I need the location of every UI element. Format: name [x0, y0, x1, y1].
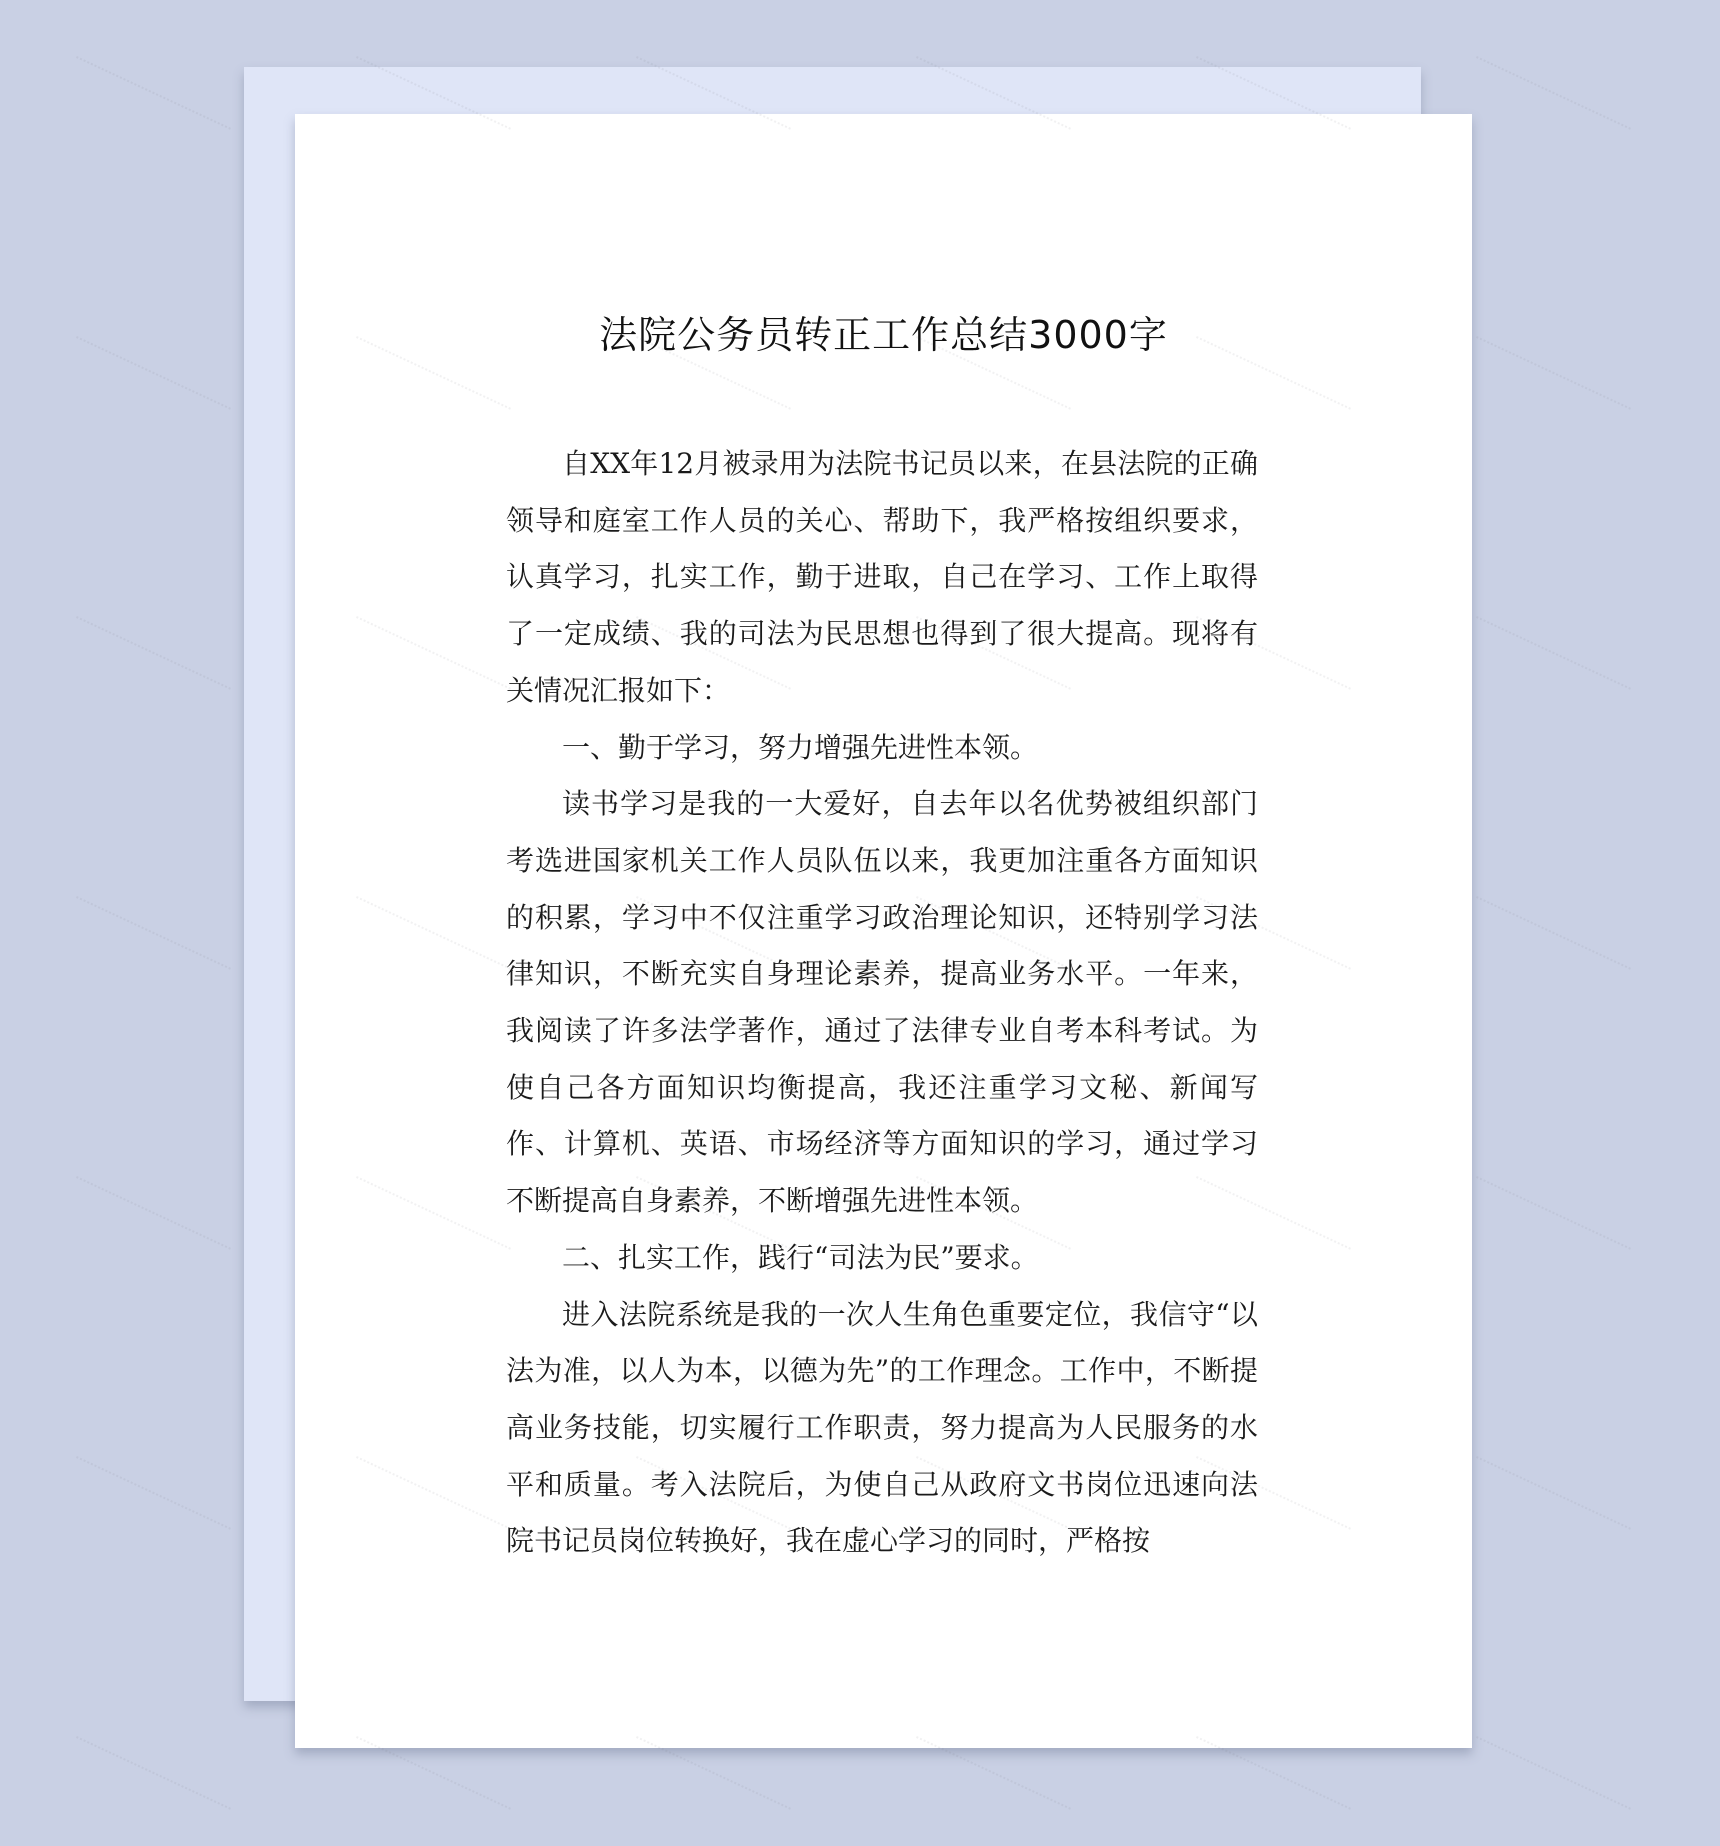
watermark-mark: [59, 1456, 231, 1566]
paragraph-work: 进入法院系统是我的一次人生角色重要定位，我信守“以法为准，以人为本，以德为先”的工作理念。工作中，不断提高业务技能，切实履行工作职责，努力提高为人民服务的水平和质量。考入法院后，为使自己从政府文书岗位迅速向法院书记员岗位转换好，我在虚心学习的同时，严格按: [506, 1297, 1258, 1558]
document-body: [506, 436, 1258, 1570]
watermark-mark: [1459, 336, 1631, 446]
watermark-mark: [59, 336, 231, 446]
watermark-mark: [1459, 616, 1631, 726]
watermark-mark: [59, 896, 231, 1006]
watermark-mark: [1459, 896, 1631, 1006]
section-heading-2: 二、扎实工作，践行“司法为民”要求。: [562, 1240, 1039, 1274]
document-page: [295, 114, 1472, 1748]
watermark-mark: [59, 56, 231, 166]
watermark-mark: [339, 1736, 511, 1846]
watermark-mark: [1459, 1176, 1631, 1286]
paragraph-intro: 自XX年12月被录用为法院书记员以来，在县法院的正确领导和庭室工作人员的关心、帮助下，我严格按组织要求，认真学习，扎实工作，勤于进取，自己在学习、工作上取得了一定成绩、我的司法为民思想也得到了很大提高。现将有关情况汇报如下：: [506, 447, 1258, 707]
watermark-mark: [1459, 56, 1631, 166]
watermark-mark: [1459, 1736, 1631, 1846]
watermark-mark: [899, 1736, 1071, 1846]
watermark-mark: [619, 1736, 791, 1846]
watermark-mark: [1459, 1456, 1631, 1566]
watermark-mark: [59, 616, 231, 726]
section-heading-1: 一、勤于学习，努力增强先进性本领。: [562, 730, 1039, 764]
watermark-mark: [1179, 1736, 1351, 1846]
document-title: 法院公务员转正工作总结3000字: [599, 313, 1168, 357]
watermark-mark: [59, 1736, 231, 1846]
paragraph-study: 读书学习是我的一大爱好，自去年以名优势被组织部门考选进国家机关工作人员队伍以来，我更加注重各方面知识的积累，学习中不仅注重学习政治理论知识，还特别学习法律知识，不断充实自身理论素养，提高业务水平。一年来，我阅读了许多法学著作，通过了法律专业自考本科考试。为使自己各方面知识均衡提高，我还注重学习文秘、新闻写作、计算机、英语、市场经济等方面知识的学习，通过学习不断提高自身素养，不断增强先进性本领。: [506, 787, 1258, 1218]
watermark-mark: [59, 1176, 231, 1286]
